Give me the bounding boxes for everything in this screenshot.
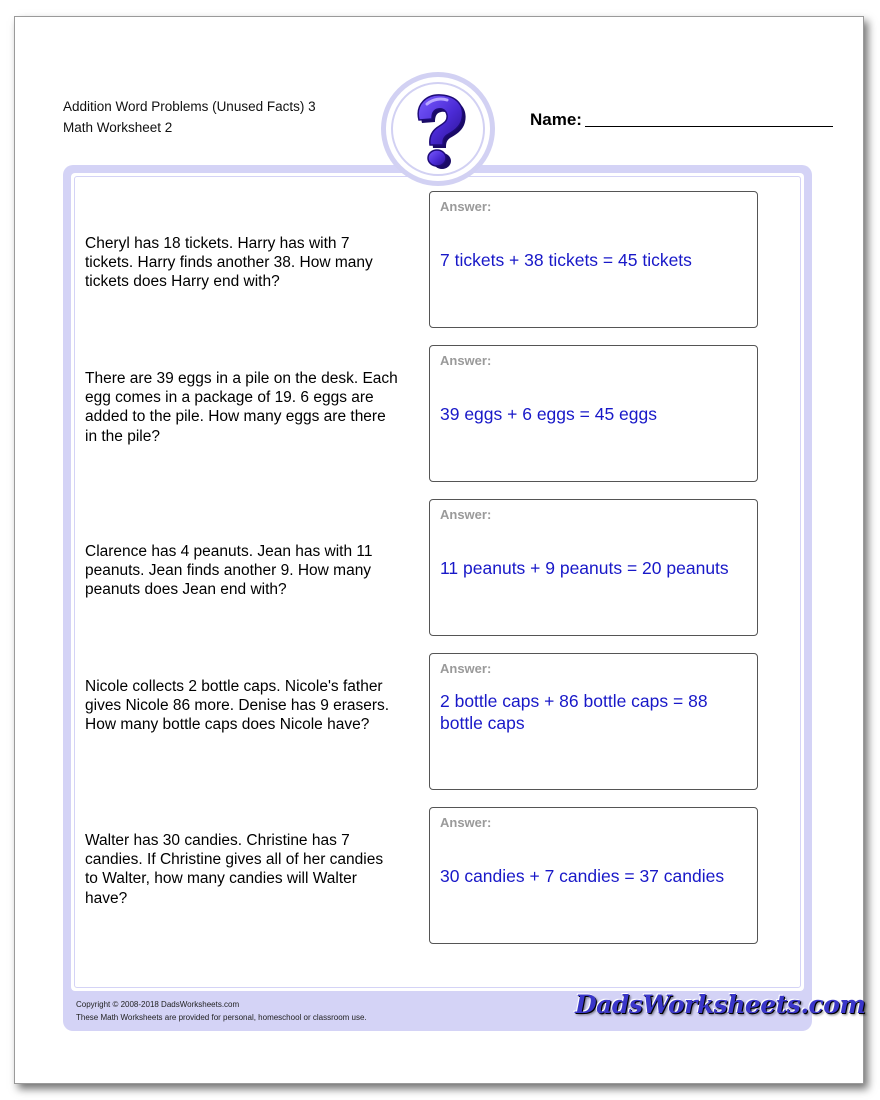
answer-text: 11 peanuts + 9 peanuts = 20 peanuts: [440, 558, 729, 578]
worksheet-title: Addition Word Problems (Unused Facts) 3: [63, 99, 316, 114]
problem-3-text: Clarence has 4 peanuts. Jean has with 11 peanuts. Jean finds another 9. How many peanuts does Jean end with?: [85, 543, 373, 599]
usage-notice: These Math Worksheets are provided for personal, homeschool or classroom use.: [76, 1013, 367, 1022]
worksheet-subtitle: Math Worksheet 2: [63, 120, 173, 135]
problem-5-text: Walter has 30 candies. Christine has 7 candies. If Christine gives all of her candies to Walter, how many candies will Walter have?: [85, 832, 384, 907]
answer-text: 30 candies + 7 candies = 37 candies: [440, 866, 725, 886]
answer-label: Answer:: [440, 199, 492, 214]
footer-text: [76, 998, 367, 1024]
dadsworksheets-logo[interactable]: DadsWorksheets.com: [575, 990, 866, 1019]
answer-box-2[interactable]: [429, 345, 758, 482]
question-mark-icon: [405, 90, 471, 170]
answer-text: 2 bottle caps + 86 bottle caps = 88 bottle caps: [440, 691, 708, 733]
answer-label: Answer:: [440, 507, 492, 522]
problem-1-text: Cheryl has 18 tickets. Harry has with 7 tickets. Harry finds another 38. How many tickets does Harry end with?: [85, 235, 373, 291]
problem-4-text: Nicole collects 2 bottle caps. Nicole's father gives Nicole 86 more. Denise has 9 erasers. How many bottle caps does Nicole have?: [85, 678, 390, 734]
problem-2-text: There are 39 eggs in a pile on the desk. Each egg comes in a package of 19. 6 eggs are added to the pile. How many eggs are there in the pile?: [85, 370, 398, 445]
answer-label: Answer:: [440, 661, 492, 676]
worksheet-title-block: [63, 96, 316, 138]
answer-box-3[interactable]: [429, 499, 758, 636]
answer-box-1[interactable]: [429, 191, 758, 328]
answer-box-5[interactable]: [429, 807, 758, 944]
answer-label: Answer:: [440, 815, 492, 830]
name-field[interactable]: [530, 110, 833, 130]
answer-label: Answer:: [440, 353, 492, 368]
answer-text: 7 tickets + 38 tickets = 45 tickets: [440, 250, 692, 270]
badge: [381, 72, 495, 186]
answer-text: 39 eggs + 6 eggs = 45 eggs: [440, 404, 657, 424]
name-line[interactable]: [585, 112, 833, 127]
name-label: Name:: [530, 110, 582, 129]
answer-box-4[interactable]: [429, 653, 758, 790]
copyright-text: Copyright © 2008-2018 DadsWorksheets.com: [76, 1000, 240, 1009]
